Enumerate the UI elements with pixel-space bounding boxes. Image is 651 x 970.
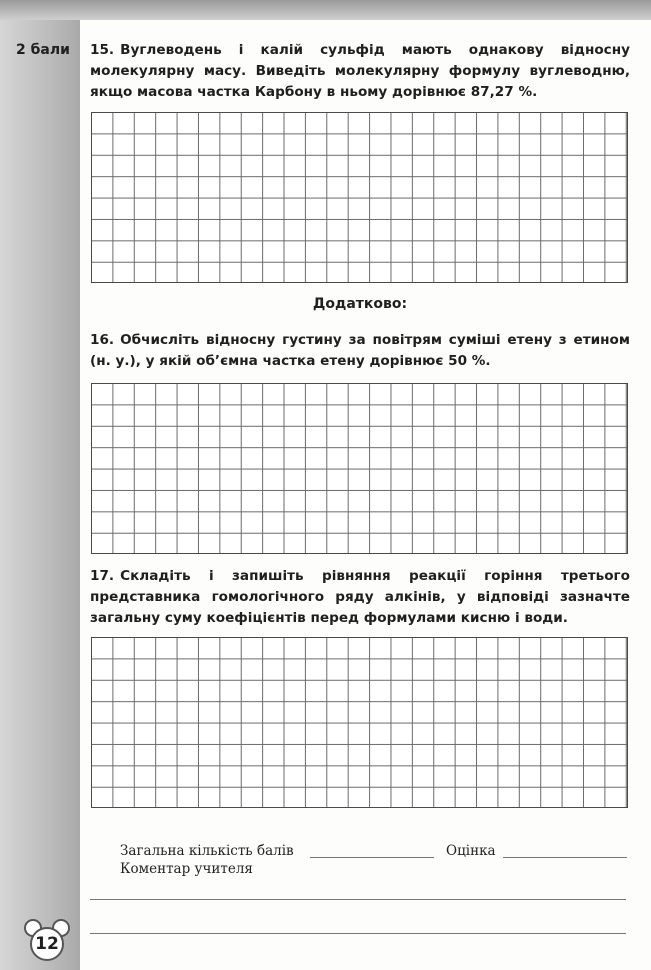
top-bar [0,0,651,20]
task-text: Складіть і запишіть рівняння реакції горіння третього представника гомологічного ряду алкінів, у відповіді зазначте загальну суму коефіцієнтів перед формулами кисню і води. [90,568,630,626]
task-text: Вуглеводень і калій сульфід мають однакову відносну молекулярну масу. Виведіть молекулярну формулу вуглеводню, якщо масова частка Карбону в ньому дорівнює 87,27 %. [90,42,630,100]
points-label: 2 бали [16,42,70,58]
answer-grid-16[interactable] [91,383,628,554]
answer-grid-17[interactable] [91,637,628,808]
extra-heading: Додатково: [312,296,408,312]
total-points-field[interactable] [310,857,434,858]
comment-line-1[interactable] [90,899,626,900]
task-16 [90,330,630,372]
teacher-comment-label: Коментар учителя [120,861,253,877]
comment-line-2[interactable] [90,933,626,934]
total-points-label: Загальна кількість балів [120,843,294,859]
answer-grid-15[interactable] [91,112,628,283]
task-15 [90,40,630,103]
task-17 [90,566,630,629]
grade-field[interactable] [503,857,627,858]
task-text: Обчисліть відносну густину за повітрям суміші етену з етином (н. у.), у якій об’ємна частка етену дорівнює 50 %. [90,332,630,369]
task-number: 15. [90,42,115,58]
grade-label: Оцінка [446,843,496,859]
sidebar [0,20,80,970]
task-number: 16. [90,332,115,348]
page-number-badge [28,925,64,961]
page-number: 12 [30,927,64,961]
task-number: 17. [90,568,115,584]
